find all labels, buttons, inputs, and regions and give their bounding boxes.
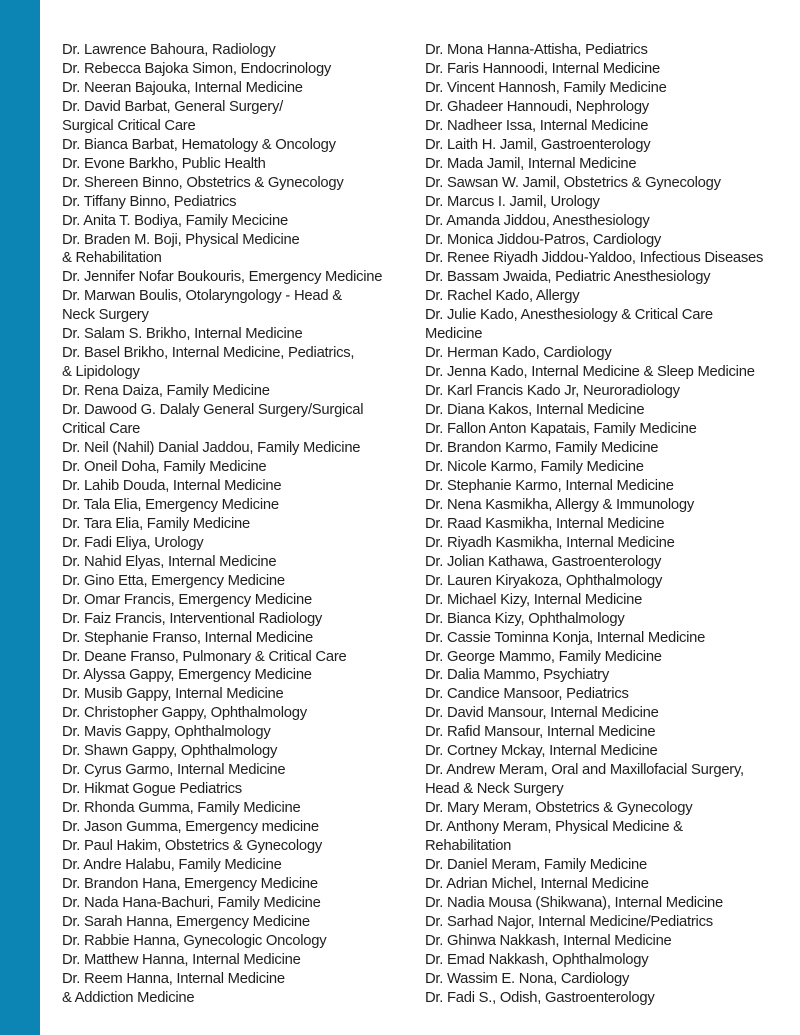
doctor-line: Dr. Vincent Hannosh, Family Medicine — [425, 79, 667, 96]
doctor-line: Dr. Adrian Michel, Internal Medicine — [425, 875, 649, 892]
doctor-line: Dr. Paul Hakim, Obstetrics & Gynecology — [62, 838, 322, 855]
doctor-line: Dr. Nadheer Issa, Internal Medicine — [425, 117, 649, 134]
doctor-line: Dr. Ghadeer Hannoudi, Nephrology — [425, 98, 649, 115]
doctor-line: Dr. Rafid Mansour, Internal Medicine — [425, 724, 656, 741]
doctor-line: & Rehabilitation — [62, 250, 162, 267]
doctor-line: Dr. Jenna Kado, Internal Medicine & Sleep Medicine — [425, 364, 755, 381]
doctor-line: Dr. Reem Hanna, Internal Medicine — [62, 970, 285, 987]
doctor-line: Dr. Monica Jiddou-Patros, Cardiology — [425, 231, 662, 248]
doctor-line: Medicine — [425, 326, 483, 343]
doctor-line: Neck Surgery — [62, 307, 149, 324]
doctor-line: Dr. Neil (Nahil) Danial Jaddou, Family Medicine — [62, 440, 361, 457]
doctor-line: Dr. Fadi S., Odish, Gastroenterology — [425, 989, 655, 1006]
doctor-line: Dr. Brandon Hana, Emergency Medicine — [62, 875, 318, 892]
doctor-line: Dr. Wassim E. Nona, Cardiology — [425, 970, 630, 987]
doctor-line: Dr. Sawsan W. Jamil, Obstetrics & Gynecology — [425, 174, 721, 191]
doctor-line: Dr. Daniel Meram, Family Medicine — [425, 856, 647, 873]
doctor-line: Dr. Diana Kakos, Internal Medicine — [425, 402, 645, 419]
doctor-line: Dr. Michael Kizy, Internal Medicine — [425, 591, 643, 608]
doctor-line: Dr. Bianca Kizy, Ophthalmology — [425, 610, 625, 627]
doctor-line: Dr. Sarah Hanna, Emergency Medicine — [62, 913, 310, 930]
doctor-line: Dr. Rachel Kado, Allergy — [425, 288, 580, 305]
doctor-line: Dr. George Mammo, Family Medicine — [425, 648, 662, 665]
doctor-line: Dr. Dalia Mammo, Psychiatry — [425, 667, 610, 684]
doctor-line: Dr. Jolian Kathawa, Gastroenterology — [425, 553, 662, 570]
doctor-line: Dr. Stephanie Franso, Internal Medicine — [62, 629, 313, 646]
doctor-line: Dr. David Barbat, General Surgery/ — [62, 98, 283, 115]
doctor-line: Dr. Cortney Mckay, Internal Medicine — [425, 743, 658, 760]
doctor-line: Dr. Karl Francis Kado Jr, Neuroradiology — [425, 383, 680, 400]
doctor-line: Dr. Musib Gappy, Internal Medicine — [62, 686, 284, 703]
doctor-line: Dr. Herman Kado, Cardiology — [425, 345, 612, 362]
doctor-line: Dr. Evone Barkho, Public Health — [62, 155, 266, 172]
doctor-line: Dr. Amanda Jiddou, Anesthesiology — [425, 212, 650, 229]
doctor-line: Dr. Tiffany Binno, Pediatrics — [62, 193, 237, 210]
doctor-line: Dr. Salam S. Brikho, Internal Medicine — [62, 326, 303, 343]
doctor-line: Dr. Gino Etta, Emergency Medicine — [62, 572, 285, 589]
doctor-line: Dr. Faris Hannoodi, Internal Medicine — [425, 60, 661, 77]
doctor-line: Dr. Ghinwa Nakkash, Internal Medicine — [425, 932, 672, 949]
doctor-line: Dr. Faiz Francis, Interventional Radiology — [62, 610, 323, 627]
doctor-line: Dr. Andrew Meram, Oral and Maxillofacial Surgery, — [425, 762, 744, 779]
doctor-line: Dr. Jennifer Nofar Boukouris, Emergency Medicine — [62, 269, 383, 286]
doctor-line: & Lipidology — [62, 364, 140, 381]
doctor-line: Dr. Mada Jamil, Internal Medicine — [425, 155, 637, 172]
doctor-line: Dr. Matthew Hanna, Internal Medicine — [62, 951, 301, 968]
doctor-line: Dr. Bassam Jwaida, Pediatric Anesthesiology — [425, 269, 711, 286]
doctor-line: Dr. Christopher Gappy, Ophthalmology — [62, 705, 307, 722]
doctor-line: Dr. Rhonda Gumma, Family Medicine — [62, 800, 301, 817]
doctor-line: Dr. Mona Hanna-Attisha, Pediatrics — [425, 42, 648, 58]
doctor-line: Dr. Lawrence Bahoura, Radiology — [62, 42, 276, 58]
doctor-line: Dr. Andre Halabu, Family Medicine — [62, 856, 282, 873]
doctor-line: Dr. Lahib Douda, Internal Medicine — [62, 477, 282, 494]
doctor-line: Dr. Jason Gumma, Emergency medicine — [62, 819, 319, 836]
doctor-line: Dr. Fallon Anton Kapatais, Family Medicine — [425, 421, 697, 438]
doctor-line: Dr. Anthony Meram, Physical Medicine & — [425, 819, 683, 836]
doctor-line: Dr. Brandon Karmo, Family Medicine — [425, 440, 659, 457]
doctor-line: Dr. Rebecca Bajoka Simon, Endocrinology — [62, 60, 332, 77]
doctor-line: Dr. Bianca Barbat, Hematology & Oncology — [62, 136, 336, 153]
doctor-line: Dr. Mavis Gappy, Ophthalmology — [62, 724, 271, 741]
doctor-line: Dr. Laith H. Jamil, Gastroenterology — [425, 136, 651, 153]
doctor-line: Dr. Julie Kado, Anesthesiology & Critical Care — [425, 307, 713, 324]
doctor-line: Dr. Hikmat Gogue Pediatrics — [62, 781, 242, 798]
doctor-line: Dr. Omar Francis, Emergency Medicine — [62, 591, 313, 608]
doctor-line: Dr. Alyssa Gappy, Emergency Medicine — [62, 667, 312, 684]
doctor-line: Dr. Basel Brikho, Internal Medicine, Pediatrics, — [62, 345, 355, 362]
doctor-line: Dr. Cyrus Garmo, Internal Medicine — [62, 762, 286, 779]
doctor-line: Dr. Anita T. Bodiya, Family Mecicine — [62, 212, 288, 229]
doctor-line: Dr. Marcus I. Jamil, Urology — [425, 193, 600, 210]
left-accent-bar — [0, 0, 40, 1035]
doctor-line: Head & Neck Surgery — [425, 781, 564, 798]
doctor-list-column-right — [425, 41, 797, 1008]
doctor-line: Dr. Braden M. Boji, Physical Medicine — [62, 231, 300, 248]
doctor-line: Rehabilitation — [425, 838, 512, 855]
doctor-line: Dr. Renee Riyadh Jiddou-Yaldoo, Infectious Diseases — [425, 250, 764, 267]
doctor-line: Dr. Deane Franso, Pulmonary & Critical Care — [62, 648, 347, 665]
doctor-line: Dr. Mary Meram, Obstetrics & Gynecology — [425, 800, 693, 817]
doctor-line: Dr. David Mansour, Internal Medicine — [425, 705, 659, 722]
doctor-line: Dr. Nada Hana-Bachuri, Family Medicine — [62, 894, 321, 911]
doctor-line: Dr. Nicole Karmo, Family Medicine — [425, 458, 644, 475]
doctor-line: Dr. Rabbie Hanna, Gynecologic Oncology — [62, 932, 327, 949]
doctor-line: Dr. Neeran Bajouka, Internal Medicine — [62, 79, 303, 96]
doctor-line: Dr. Sarhad Najor, Internal Medicine/Pediatrics — [425, 913, 713, 930]
doctor-line: Dr. Candice Mansoor, Pediatrics — [425, 686, 629, 703]
doctor-line: Dr. Oneil Doha, Family Medicine — [62, 458, 267, 475]
doctor-line: Dr. Lauren Kiryakoza, Ophthalmology — [425, 572, 663, 589]
doctor-line: Dr. Rena Daiza, Family Medicine — [62, 383, 270, 400]
doctor-line: Dr. Dawood G. Dalaly General Surgery/Surgical — [62, 402, 364, 419]
doctor-line: Surgical Critical Care — [62, 117, 196, 134]
doctor-line: Dr. Emad Nakkash, Ophthalmology — [425, 951, 649, 968]
doctor-line: Dr. Tara Elia, Family Medicine — [62, 515, 250, 532]
doctor-line: Critical Care — [62, 421, 141, 438]
doctor-line: Dr. Nena Kasmikha, Allergy & Immunology — [425, 496, 695, 513]
doctor-line: Dr. Nadia Mousa (Shikwana), Internal Medicine — [425, 894, 723, 911]
doctor-line: Dr. Cassie Tominna Konja, Internal Medicine — [425, 629, 706, 646]
doctor-line: Dr. Marwan Boulis, Otolaryngology - Head & — [62, 288, 342, 305]
doctor-line: Dr. Stephanie Karmo, Internal Medicine — [425, 477, 674, 494]
doctor-line: Dr. Shereen Binno, Obstetrics & Gynecology — [62, 174, 344, 191]
doctor-line: Dr. Riyadh Kasmikha, Internal Medicine — [425, 534, 675, 551]
doctor-line: Dr. Raad Kasmikha, Internal Medicine — [425, 515, 665, 532]
doctor-line: Dr. Nahid Elyas, Internal Medicine — [62, 553, 277, 570]
doctor-line: & Addiction Medicine — [62, 989, 195, 1006]
doctor-line: Dr. Shawn Gappy, Ophthalmology — [62, 743, 278, 760]
doctor-line: Dr. Fadi Eliya, Urology — [62, 534, 204, 551]
doctor-list-column-left — [62, 41, 412, 1008]
doctor-line: Dr. Tala Elia, Emergency Medicine — [62, 496, 279, 513]
